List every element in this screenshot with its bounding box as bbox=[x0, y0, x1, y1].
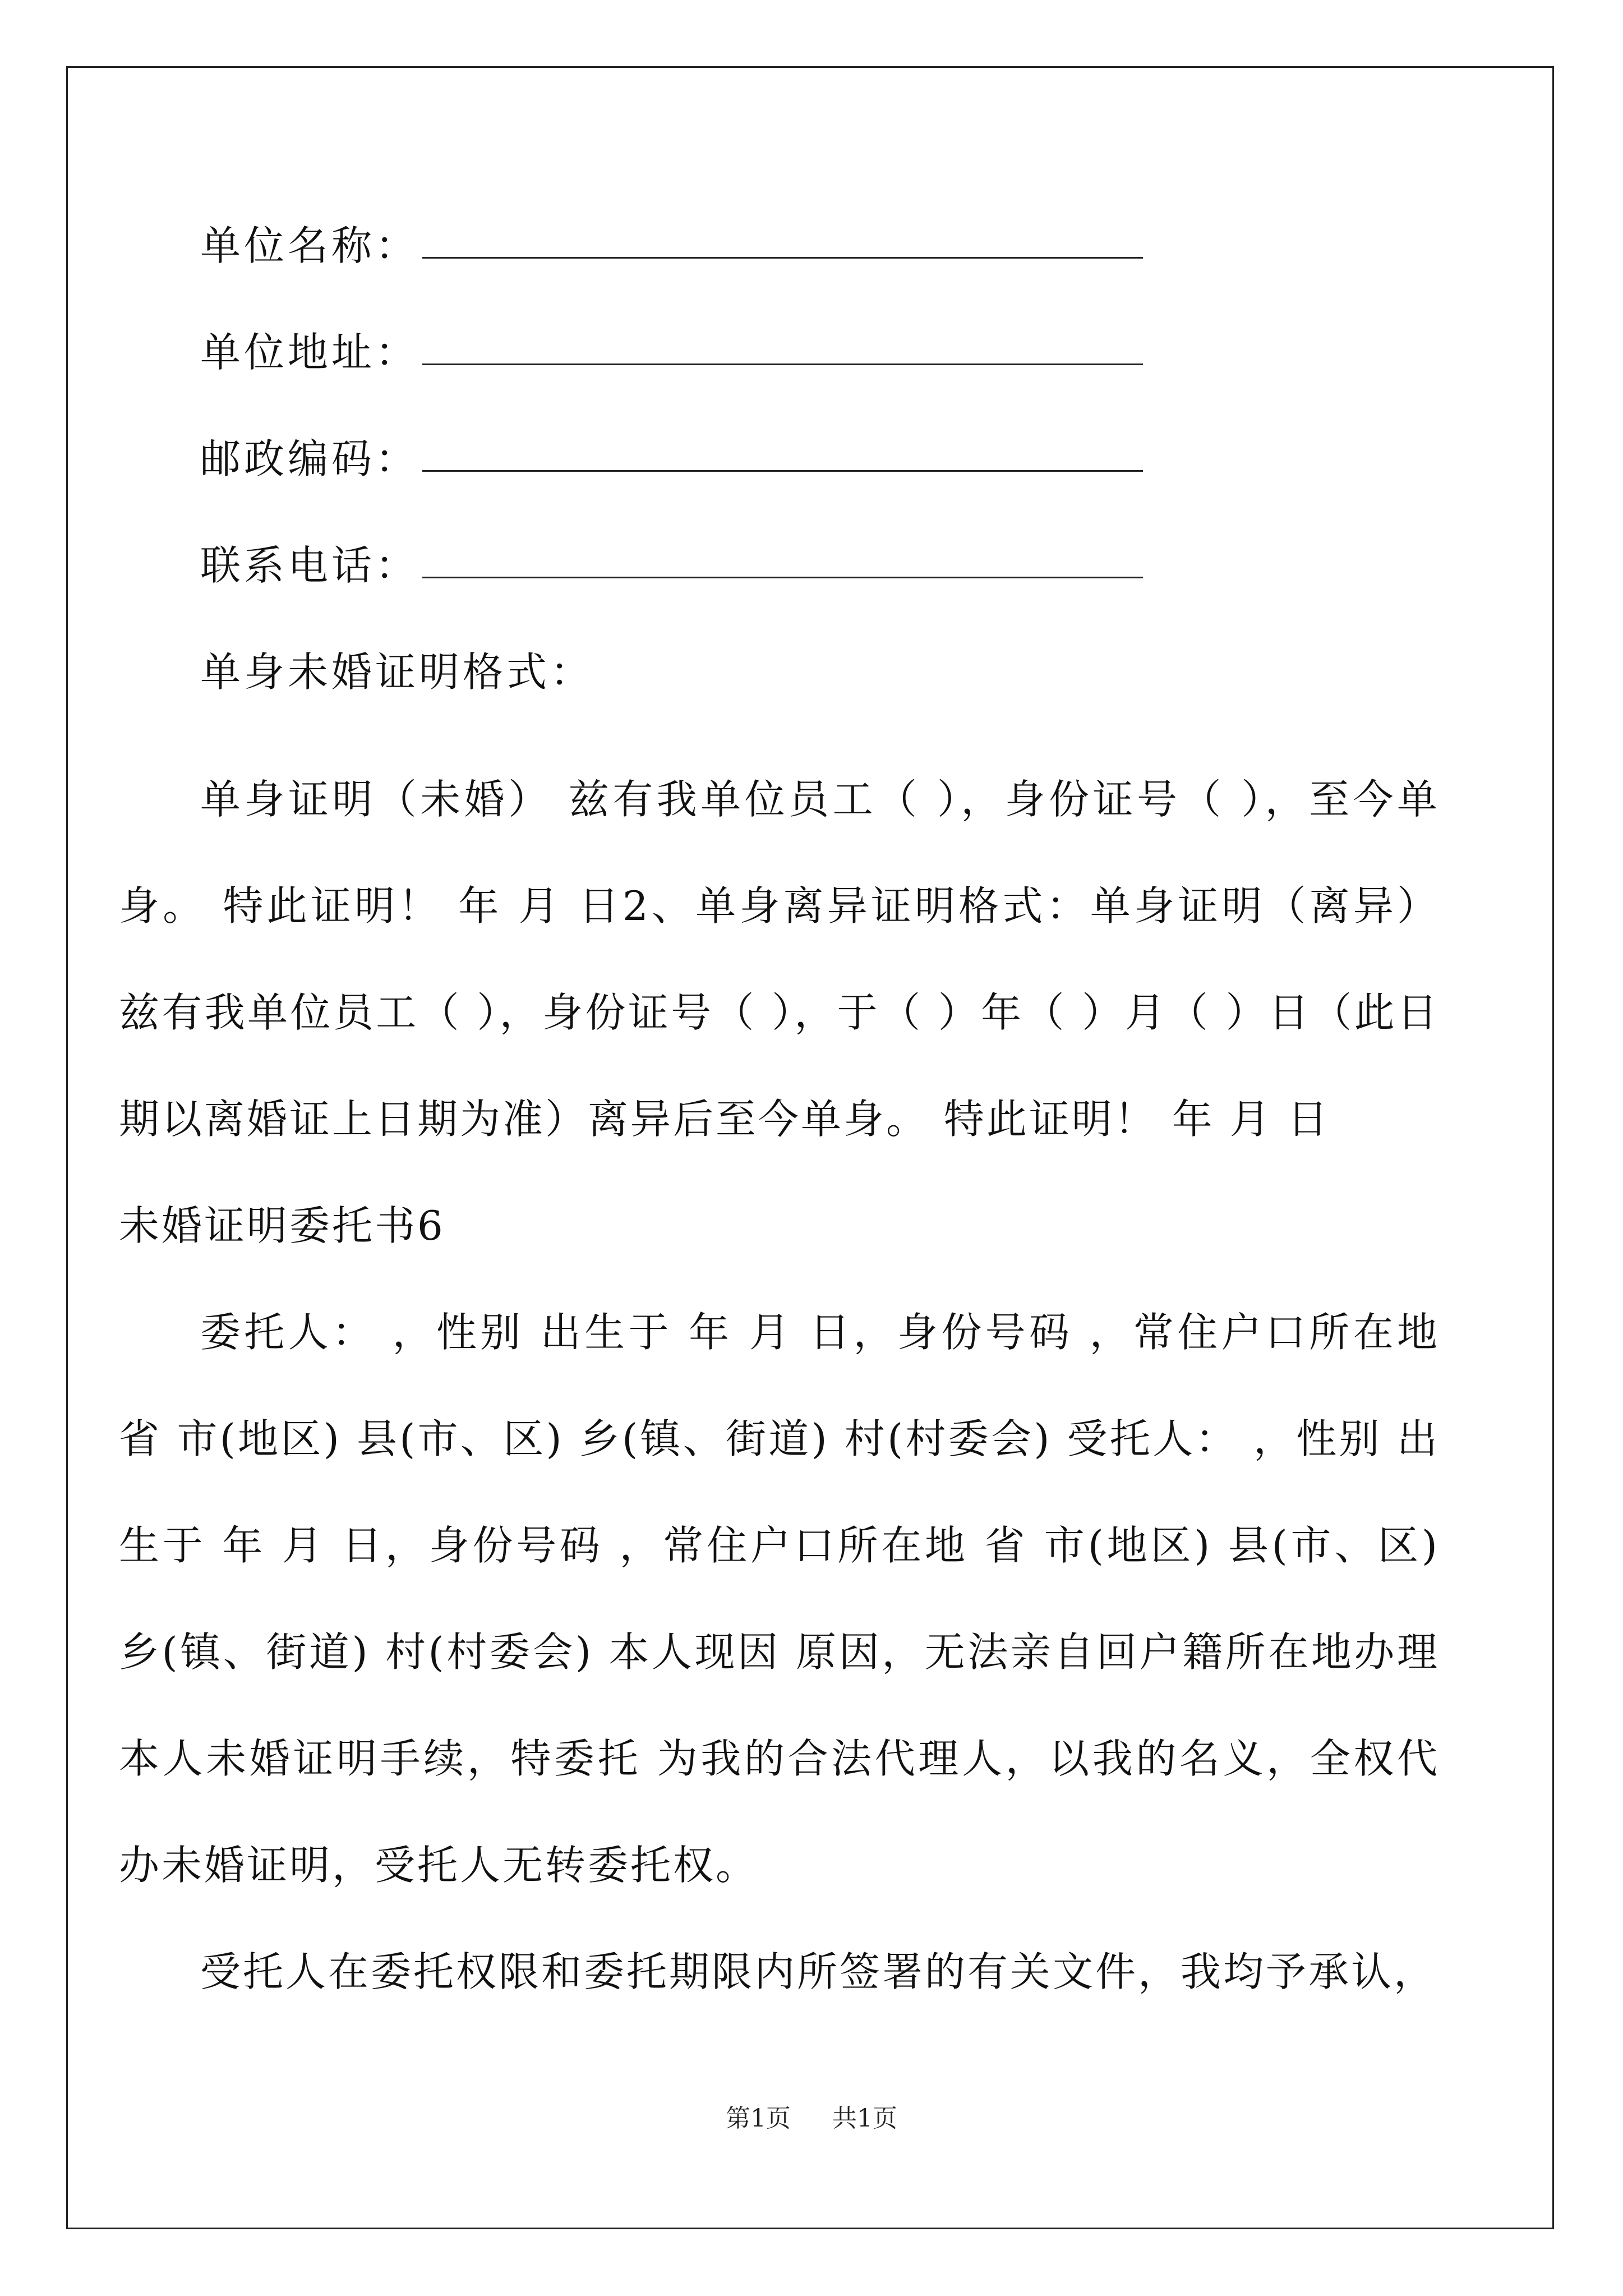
blank-line bbox=[422, 320, 1143, 365]
blank-line bbox=[422, 533, 1143, 578]
page-footer bbox=[0, 2098, 1623, 2134]
paragraph-recognize: 受托人在委托权限和委托期限内所签署的有关文件，我均予承认， bbox=[200, 1948, 1437, 1995]
field-unit-address bbox=[200, 320, 1440, 426]
page-total: 共1页 bbox=[832, 2104, 897, 2133]
heading-single-format: 单身未婚证明格式： bbox=[200, 648, 594, 696]
paragraph-single-certificate: 单身证明（未婚） 兹有我单位员工（ ），身份证号（ ），至今单身。 特此证明！ 年 月 日2、单身离异证明格式：单身证明（离异） 兹有我单位员工（ ），身份证号（ ），于（ ）年（ ）月（ ）日（此日期以离婚证上日期为准）离异后至今单身。 特此证明！ 年 月 日 bbox=[119, 776, 1440, 1143]
field-label: 邮政编码： bbox=[200, 435, 419, 482]
field-label: 单位名称： bbox=[200, 222, 419, 269]
field-label: 联系电话： bbox=[200, 542, 419, 589]
section-title: 未婚证明委托书6 bbox=[119, 1202, 445, 1249]
field-phone bbox=[200, 533, 1440, 639]
paragraph-entrust: 委托人： ，性别 出生于 年 月 日，身份号码 ，常住户口所在地 省 市(地区) 县(市、区) 乡(镇、街道) 村(村委会) 受托人： ，性别 出生于 年 月 日，身份号码 ，常住户口所在地 省 市(地区) 县(市、区) 乡(镇、街道) 村(村委会) 本人现因 原因，无法亲自回户籍所在地办理本人未婚证明手续，特委托 为我的合法代理人，以我的名义，全权代办未婚证明，受托人无转委托权。 bbox=[119, 1309, 1440, 1889]
field-unit-name bbox=[200, 213, 1440, 320]
field-postal-code bbox=[200, 426, 1440, 533]
field-label: 单位地址： bbox=[200, 329, 419, 376]
blank-line bbox=[422, 426, 1143, 472]
page-number: 第1页 bbox=[726, 2104, 791, 2133]
blank-line bbox=[422, 213, 1143, 259]
document-body bbox=[119, 213, 1440, 2025]
